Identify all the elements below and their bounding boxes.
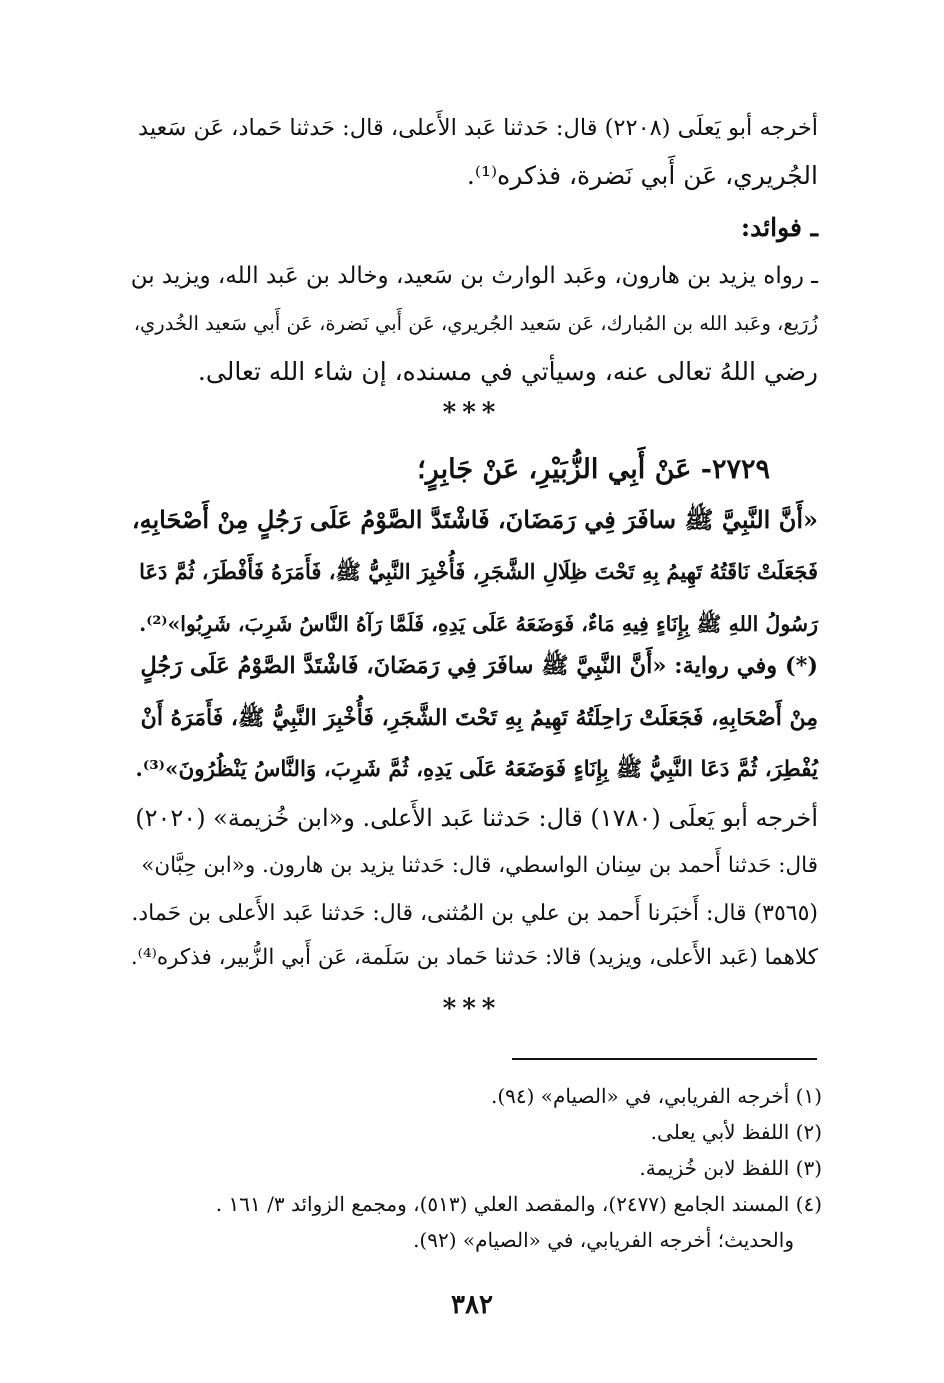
text-line: أخرجه أبو يَعلَى (٢٢٠٨) قال: حَدثنا عَبد الأَعلى، قال: حَدثنا حَماد، عَن سَعيد [138,115,818,141]
fawaid-paragraph [128,252,818,396]
text-line: الجُريري، عَن أَبي نَضرة، فذكره⁽¹⁾. [466,161,818,190]
text-line: رَسُولُ اللهِ ﷺ بِإِنَاءٍ فِيهِ مَاءٌ، فَوَضَعَهُ عَلَى يَدِهِ، فَلَمَّا رَآهُ النَّاسُ شَرِبَ، شَرِبُوا»⁽²⁾. [139,612,818,636]
text-line: قال: حَدثنا أَحمد بن سِنان الواسطي، قال: حَدثنا يزيد بن هارون. و«ابن حِبَّان» [141,853,818,878]
text-line: يُفْطِرَ، ثُمَّ دَعَا النَّبِيُّ ﷺ بِإِنَاءٍ فَوَضَعَهُ عَلَى يَدِهِ، ثُمَّ شَرِبَ، وَالنَّاسُ يَنْظُرُونَ»⁽³⁾. [135,757,818,782]
section-separator: *** [442,398,502,428]
hadith-heading: ٢٧٢٩- عَنْ أَبِي الزُّبَيْرِ، عَنْ جَابِرٍ؛ [417,454,770,485]
footnote-divider [512,1058,817,1060]
text-line: أخرجه أبو يَعلَى (١٧٨٠) قال: حَدثنا عَبد الأَعلى. و«ابن خُزيمة» (٢٠٢٠) [135,804,818,832]
text-line: مِنْ أَصْحَابِهِ، فَجَعَلَتْ رَاحِلَتُهُ تَهِيمُ بِهِ تَحْتَ الشَّجَرِ، فَأُخْبِرَ النَّبِيُّ ﷺ، فَأَمَرَهُ أَنْ [140,705,818,731]
section-separator: *** [442,994,502,1024]
text-line: «أَنَّ النَّبِيَّ ﷺ سافَرَ فِي رَمَضَانَ، فَاشْتَدَّ الصَّوْمُ عَلَى رَجُلٍ مِنْ أَصْحَابِهِ، [131,505,818,534]
text-line: (*) وفي رواية: «أَنَّ النَّبِيَّ ﷺ سافَرَ فِي رَمَضَانَ، فَاشْتَدَّ الصَّوْمُ عَلَى رَجُلٍ [140,653,818,679]
page-number: ٣٨٢ [451,1290,493,1320]
text-line: رضي اللهُ تعالى عنه، وسيأتي في مسنده، إن شاء الله تعالى. [197,357,818,386]
hadith-variant [128,640,818,796]
takhrij-paragraph-1 [128,104,818,200]
text-line: زُرَيع، وعَبد الله بن المُبارك، عَن سَعيد الجُريري، عَن أَبي نَضرة، عَن أَبي سَعيد الخُدري، [133,312,818,335]
footnote-1: (١) أخرجه الفريابي، في «الصيام» (٩٤). [490,1084,822,1108]
fawaid-heading: ـ فوائد: [740,213,818,242]
footnote-2: (٢) اللفظ لأبي يعلى. [650,1120,822,1144]
text-line: (٣٥٦٥) قال: أَخبَرنا أَحمد بن علي بن المُثنى، قال: حَدثنا عَبد الأَعلى بن حَماد. [131,901,818,926]
footnote-3: (٣) اللفظ لابن خُزيمة. [639,1156,822,1180]
footnote-4-continued: والحديث؛ أخرجه الفريابي، في «الصيام» (٩٢). [413,1228,794,1252]
hadith-text [128,494,818,650]
takhrij-paragraph-2 [128,794,818,938]
text-line: فَجَعَلَتْ نَاقَتُهُ تَهِيمُ بِهِ تَحْتَ ظِلَالِ الشَّجَرِ، فَأُخْبِرَ النَّبِيُّ ﷺ، فَأَمَرَهُ فَأَفْطَرَ، ثُمَّ دَعَا [139,559,818,584]
takhrij-summary-line: كلاهما (عَبد الأَعلى، ويزيد) قالا: حَدثنا حَماد بن سَلَمة، عَن أَبي الزُّبير، فذكره⁽⁴⁾. [130,945,818,970]
footnote-4: (٤) المسند الجامع (٢٤٧٧)، والمقصد العلي (٥١٣)، ومجمع الزوائد ٣/ ١٦١ . [215,1192,822,1216]
text-line: ـ رواه يزيد بن هارون، وعَبد الوارث بن سَعيد، وخالد بن عَبد الله، ويزيد بن [130,263,818,289]
